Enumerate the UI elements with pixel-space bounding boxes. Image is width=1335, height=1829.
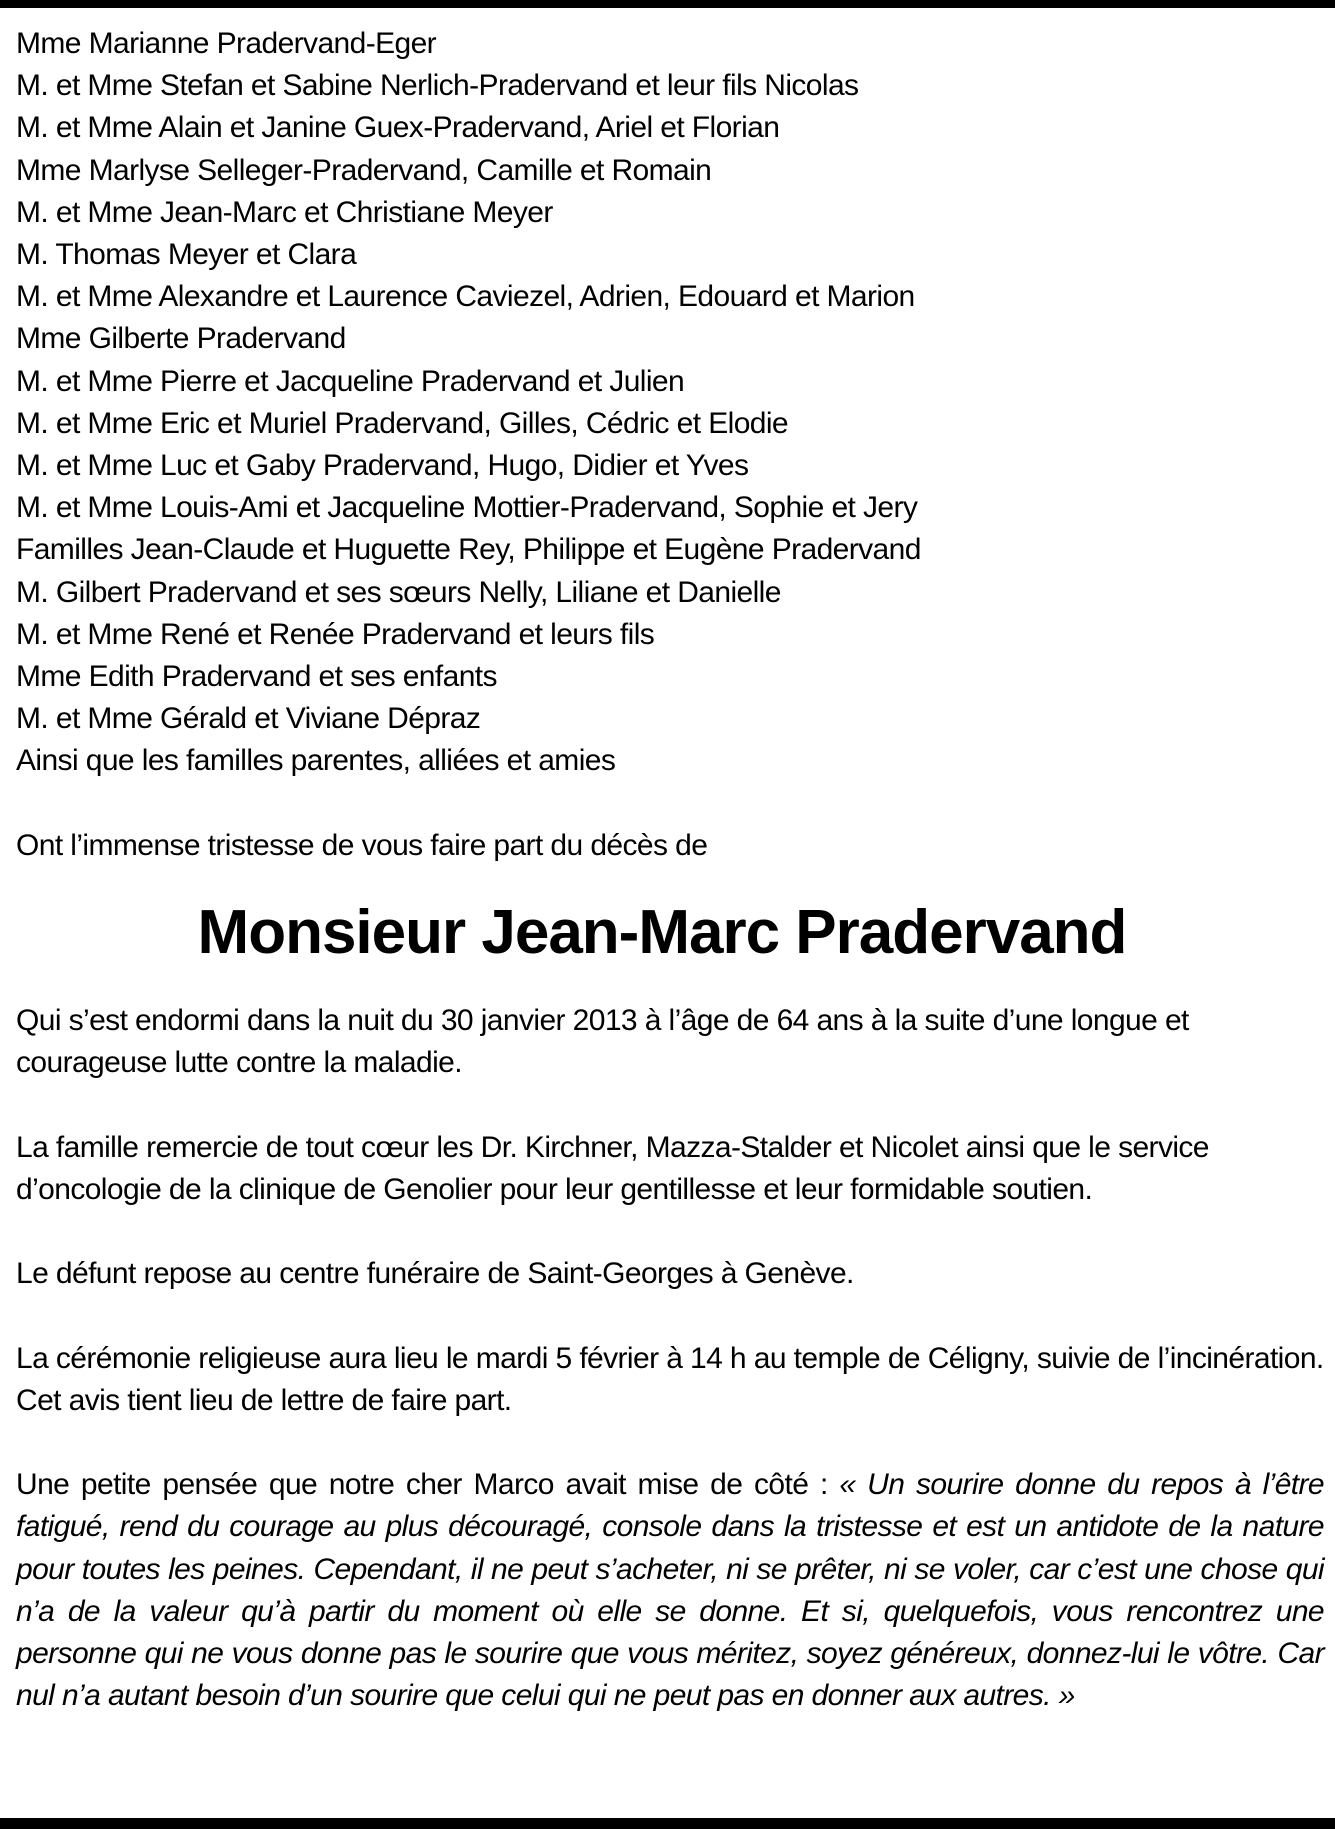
bottom-border [0,1818,1335,1829]
paragraph-repose: Le défunt repose au centre funéraire de Saint-Georges à Genève. [16,1257,854,1291]
family-member-line: M. et Mme Eric et Muriel Pradervand, Gilles, Cédric et Elodie [16,406,789,440]
family-member-line: M. et Mme Alexandre et Laurence Caviezel, Adrien, Edouard et Marion [16,280,915,314]
family-member-line: M. et Mme Louis-Ami et Jacqueline Mottier-Pradervand, Sophie et Jery [16,491,918,525]
family-member-line: M. Thomas Meyer et Clara [16,238,357,272]
family-list [16,23,1324,783]
paragraph-ceremony: La cérémonie religieuse aura lieu le mardi 5 février à 14 h au temple de Céligny, suivie de l’incinération. Cet avis tient lieu de lettre de faire part. [16,1341,1324,1417]
paragraph-thanks: La famille remercie de tout cœur les Dr. Kirchner, Mazza-Stalder et Nicolet ainsi que le service d’oncologie de la clinique de Genolier pour leur gentillesse et leur formidable soutien. [16,1130,1209,1206]
family-member-line: M. et Mme Stefan et Sabine Nerlich-Pradervand et leur fils Nicolas [16,69,859,103]
family-member-line: M. et Mme Jean-Marc et Christiane Meyer [16,195,553,229]
family-member-line: M. Gilbert Pradervand et ses sœurs Nelly, Liliane et Danielle [16,575,781,609]
family-member-line: Mme Marianne Pradervand-Eger [16,27,437,60]
family-member-line: Mme Marlyse Selleger-Pradervand, Camille et Romain [16,153,712,187]
obituary-notice [16,23,1324,1760]
family-member-line: M. et Mme Luc et Gaby Pradervand, Hugo, Didier et Yves [16,449,749,483]
family-member-line: M. et Mme Alain et Janine Guex-Pradervand, Ariel et Florian [16,111,780,145]
family-member-line: Mme Edith Pradervand et ses enfants [16,660,497,694]
quote-paragraph [16,1464,1324,1717]
family-member-line: Ainsi que les familles parentes, alliées et amies [16,744,616,778]
quote-text: « Un sourire donne du repos à l’être fatigué, rend du courage au plus découragé, console dans la tristesse et est un antidote de la nature pour toutes les peines. Cependant, il ne peut s’acheter, ni se prêter, ni se voler, car c’est une chose qui n’a de la valeur qu’à partir du moment où elle se donne. Et si, quelquefois, vous rencontrez une personne qui ne vous donne pas le sourire que vous méritez, soyez généreux, donnez-lui le vôtre. Car nul n’a autant besoin d’un sourire que celui qui ne peut pas en donner aux autres. » [16,1468,1325,1713]
paragraph-death: Qui s’est endormi dans la nuit du 30 janvier 2013 à l’âge de 64 ans à la suite d’une longue et courageuse lutte contre la maladie. [16,1004,1189,1080]
family-member-line: Mme Gilberte Pradervand [16,322,346,356]
top-border [0,0,1335,8]
quote-lead: Une petite pensée que notre cher Marco avait mise de côté : [16,1468,840,1502]
family-member-line: M. et Mme René et Renée Pradervand et leurs fils [16,617,655,651]
family-member-line: M. et Mme Pierre et Jacqueline Pradervand et Julien [16,364,685,398]
intro-text: Ont l’immense tristesse de vous faire part du décès de [16,828,708,862]
deceased-name: Monsieur Jean-Marc Pradervand [197,898,1127,968]
family-member-line: Familles Jean-Claude et Huguette Rey, Philippe et Eugène Pradervand [16,533,921,567]
family-member-line: M. et Mme Gérald et Viviane Dépraz [16,702,481,736]
